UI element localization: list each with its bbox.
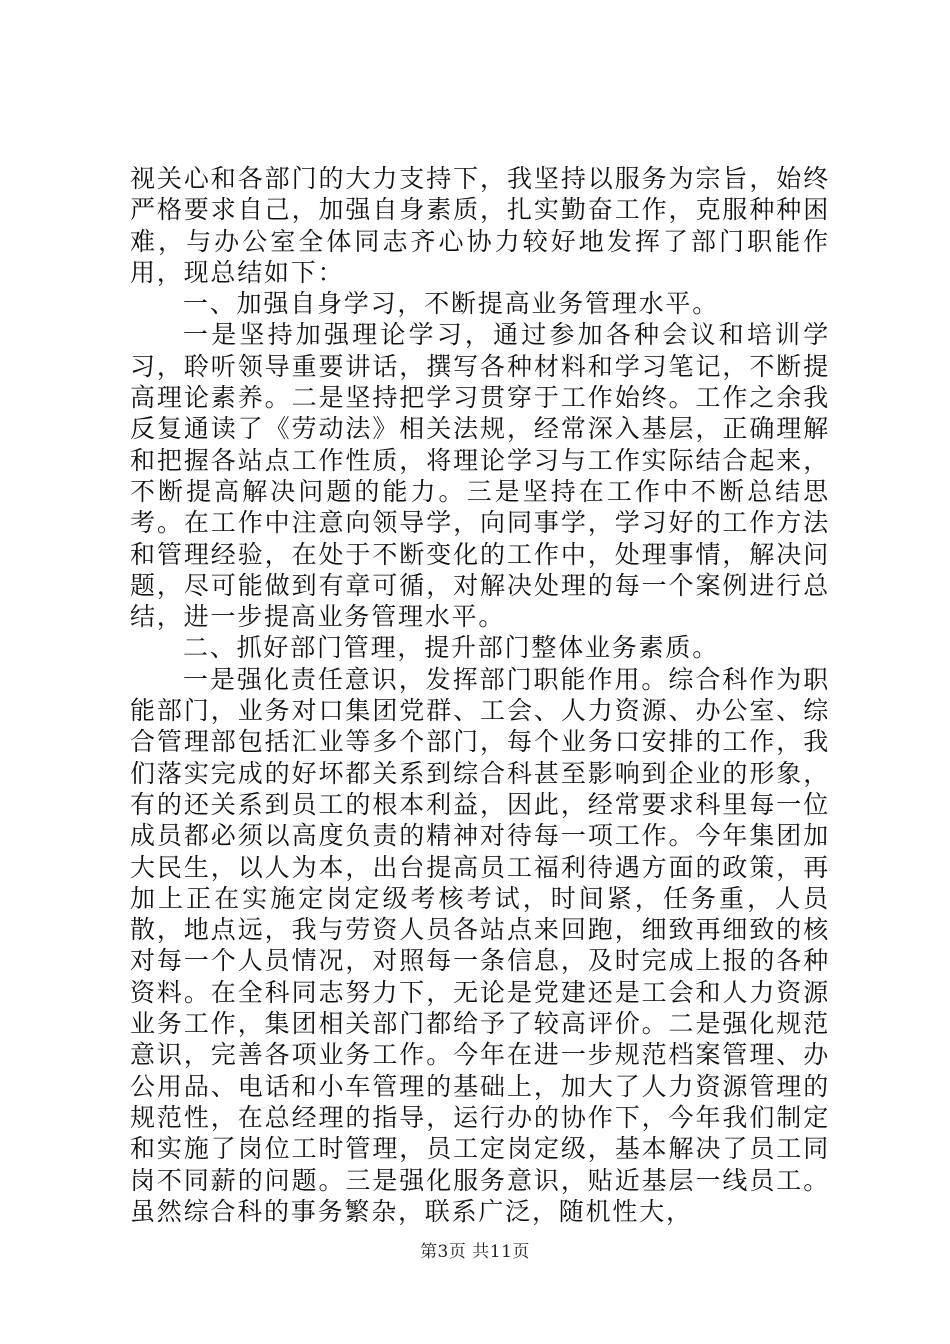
paragraph-opening: 视关心和各部门的大力支持下，我坚持以服务为宗旨，始终严格要求自己，加强自身素质，扎实勤奋工作，克服种种困难，与办公室全体同志齐心协力较好地发挥了部门职能作用，现总结如下： bbox=[130, 164, 830, 287]
section-heading-2: 二、抓好部门管理，提升部门整体业务素质。 bbox=[183, 633, 720, 663]
page-number-footer: 第3页 共11页 bbox=[420, 1242, 530, 1262]
paragraph-study: 一是坚持加强理论学习，通过参加各种会议和培训学习，聆听领导重要讲话，撰写各种材料和学习笔记，不断提高理论素养。二是坚持把学习贯穿于工作始终。工作之余我反复通读了《劳动法》相关法规，经常深入基层，正确理解和把握各站点工作性质，将理论学习与工作实际结合起来，不断提高解决问题的能力。三是坚持在工作中不断总结思考。在工作中注意向领导学，向同事学，学习好的工作方法和管理经验，在处于不断变化的工作中，处理事情，解决问题，尽可能做到有章可循，对解决处理的每一个案例进行总结，进一步提高业务管理水平。 bbox=[130, 320, 830, 632]
document-body bbox=[130, 163, 830, 1227]
paragraph-management: 一是强化责任意识，发挥部门职能作用。综合科作为职能部门，业务对口集团党群、工会、人力资源、办公室、综合管理部包括汇业等多个部门，每个业务口安排的工作，我们落实完成的好坏都关系到综合科甚至影响到企业的形象，有的还关系到员工的根本利益，因此，经常要求科里每一位成员都必须以高度负责的精神对待每一项工作。今年集团加大民生，以人为本，出台提高员工福利待遇方面的政策，再加上正在实施定岗定级考核考试，时间紧，任务重，人员散，地点远，我与劳资人员各站点来回跑，细致再细致的核对每一个人员情况，对照每一条信息，及时完成上报的各种资料。在全科同志努力下，无论是党建还是工会和人力资源业务工作，集团相关部门都给予了较高评价。二是强化规范意识，完善各项业务工作。今年在进一步规范档案管理、办公用品、电话和小车管理的基础上，加大了人力资源管理的规范性，在总经理的指导，运行办的协作下，今年我们制定和实施了岗位工时管理，员工定岗定级，基本解决了员工同岗不同薪的问题。三是强化服务意识，贴近基层一线员工。虽然综合科的事务繁杂，联系广泛，随机性大， bbox=[130, 664, 830, 1226]
section-heading-1: 一、加强自身学习，不断提高业务管理水平。 bbox=[183, 289, 720, 319]
